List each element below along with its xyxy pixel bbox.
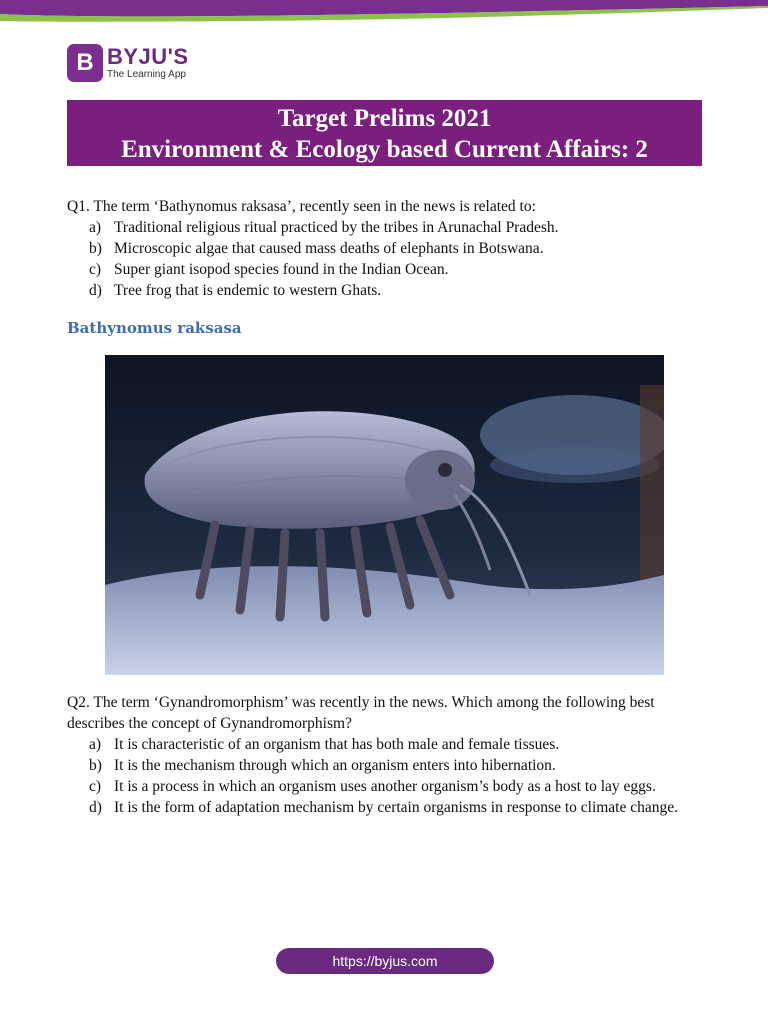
option-text: Tree frog that is endemic to western Ghats. <box>114 282 382 299</box>
question-2-label: Q2 <box>67 694 86 711</box>
question-2-option-b <box>67 755 707 776</box>
option-letter: b) <box>89 757 102 774</box>
option-letter: d) <box>89 799 102 816</box>
question-1-options <box>67 217 707 301</box>
question-1-option-b <box>67 238 707 259</box>
option-letter: b) <box>89 240 102 257</box>
question-1-text: . The term ‘Bathynomus raksasa’, recently seen in the news is related to: <box>85 198 536 215</box>
option-text: It is the mechanism through which an organism enters into hibernation. <box>114 757 556 774</box>
question-2-text: . The term ‘Gynandromorphism’ was recently in the news. Which among the following best describes the concept of Gynandromorphism? <box>67 694 655 732</box>
title-banner <box>67 100 702 166</box>
question-1-option-c <box>67 259 707 280</box>
option-text: It is characteristic of an organism that has both male and female tissues. <box>114 736 560 753</box>
brand-tagline: The Learning App <box>107 69 186 80</box>
byjus-logo[interactable] <box>67 44 189 82</box>
question-2 <box>67 692 707 818</box>
banner-title-line2: Environment & Ecology based Current Affairs: 2 <box>121 136 648 163</box>
question-1 <box>67 196 707 301</box>
option-letter: c) <box>89 261 102 278</box>
option-letter: a) <box>89 736 102 753</box>
option-text: It is the form of adaptation mechanism by certain organisms in response to climate change. <box>114 799 679 816</box>
question-1-option-d <box>67 280 707 301</box>
option-text: Super giant isopod species found in the Indian Ocean. <box>114 261 449 278</box>
question-2-option-a <box>67 734 707 755</box>
question-2-stem <box>67 692 707 734</box>
logo-text <box>107 46 189 80</box>
question-1-label: Q1 <box>67 198 86 215</box>
brand-name: BYJU'S <box>107 44 189 69</box>
footer-url-link[interactable]: https://byjus.com <box>276 948 494 974</box>
option-text: Microscopic algae that caused mass deaths of elephants in Botswana. <box>114 240 544 257</box>
option-letter: c) <box>89 778 102 795</box>
option-text: Traditional religious ritual practiced by the tribes in Arunachal Pradesh. <box>114 219 559 236</box>
question-1-option-a <box>67 217 707 238</box>
logo-badge-icon: B <box>67 44 103 82</box>
option-letter: a) <box>89 219 102 236</box>
option-text: It is a process in which an organism uses another organism’s body as a host to lay eggs. <box>114 778 656 795</box>
option-letter: d) <box>89 282 102 299</box>
section-heading: Bathynomus raksasa <box>67 319 242 337</box>
giant-isopod-photo <box>105 355 664 675</box>
question-2-options <box>67 734 707 818</box>
banner-title-line1: Target Prelims 2021 <box>277 105 492 132</box>
question-2-option-d <box>67 797 707 818</box>
question-1-stem <box>67 196 707 217</box>
question-2-option-c <box>67 776 707 797</box>
top-decorative-bar <box>0 0 768 24</box>
